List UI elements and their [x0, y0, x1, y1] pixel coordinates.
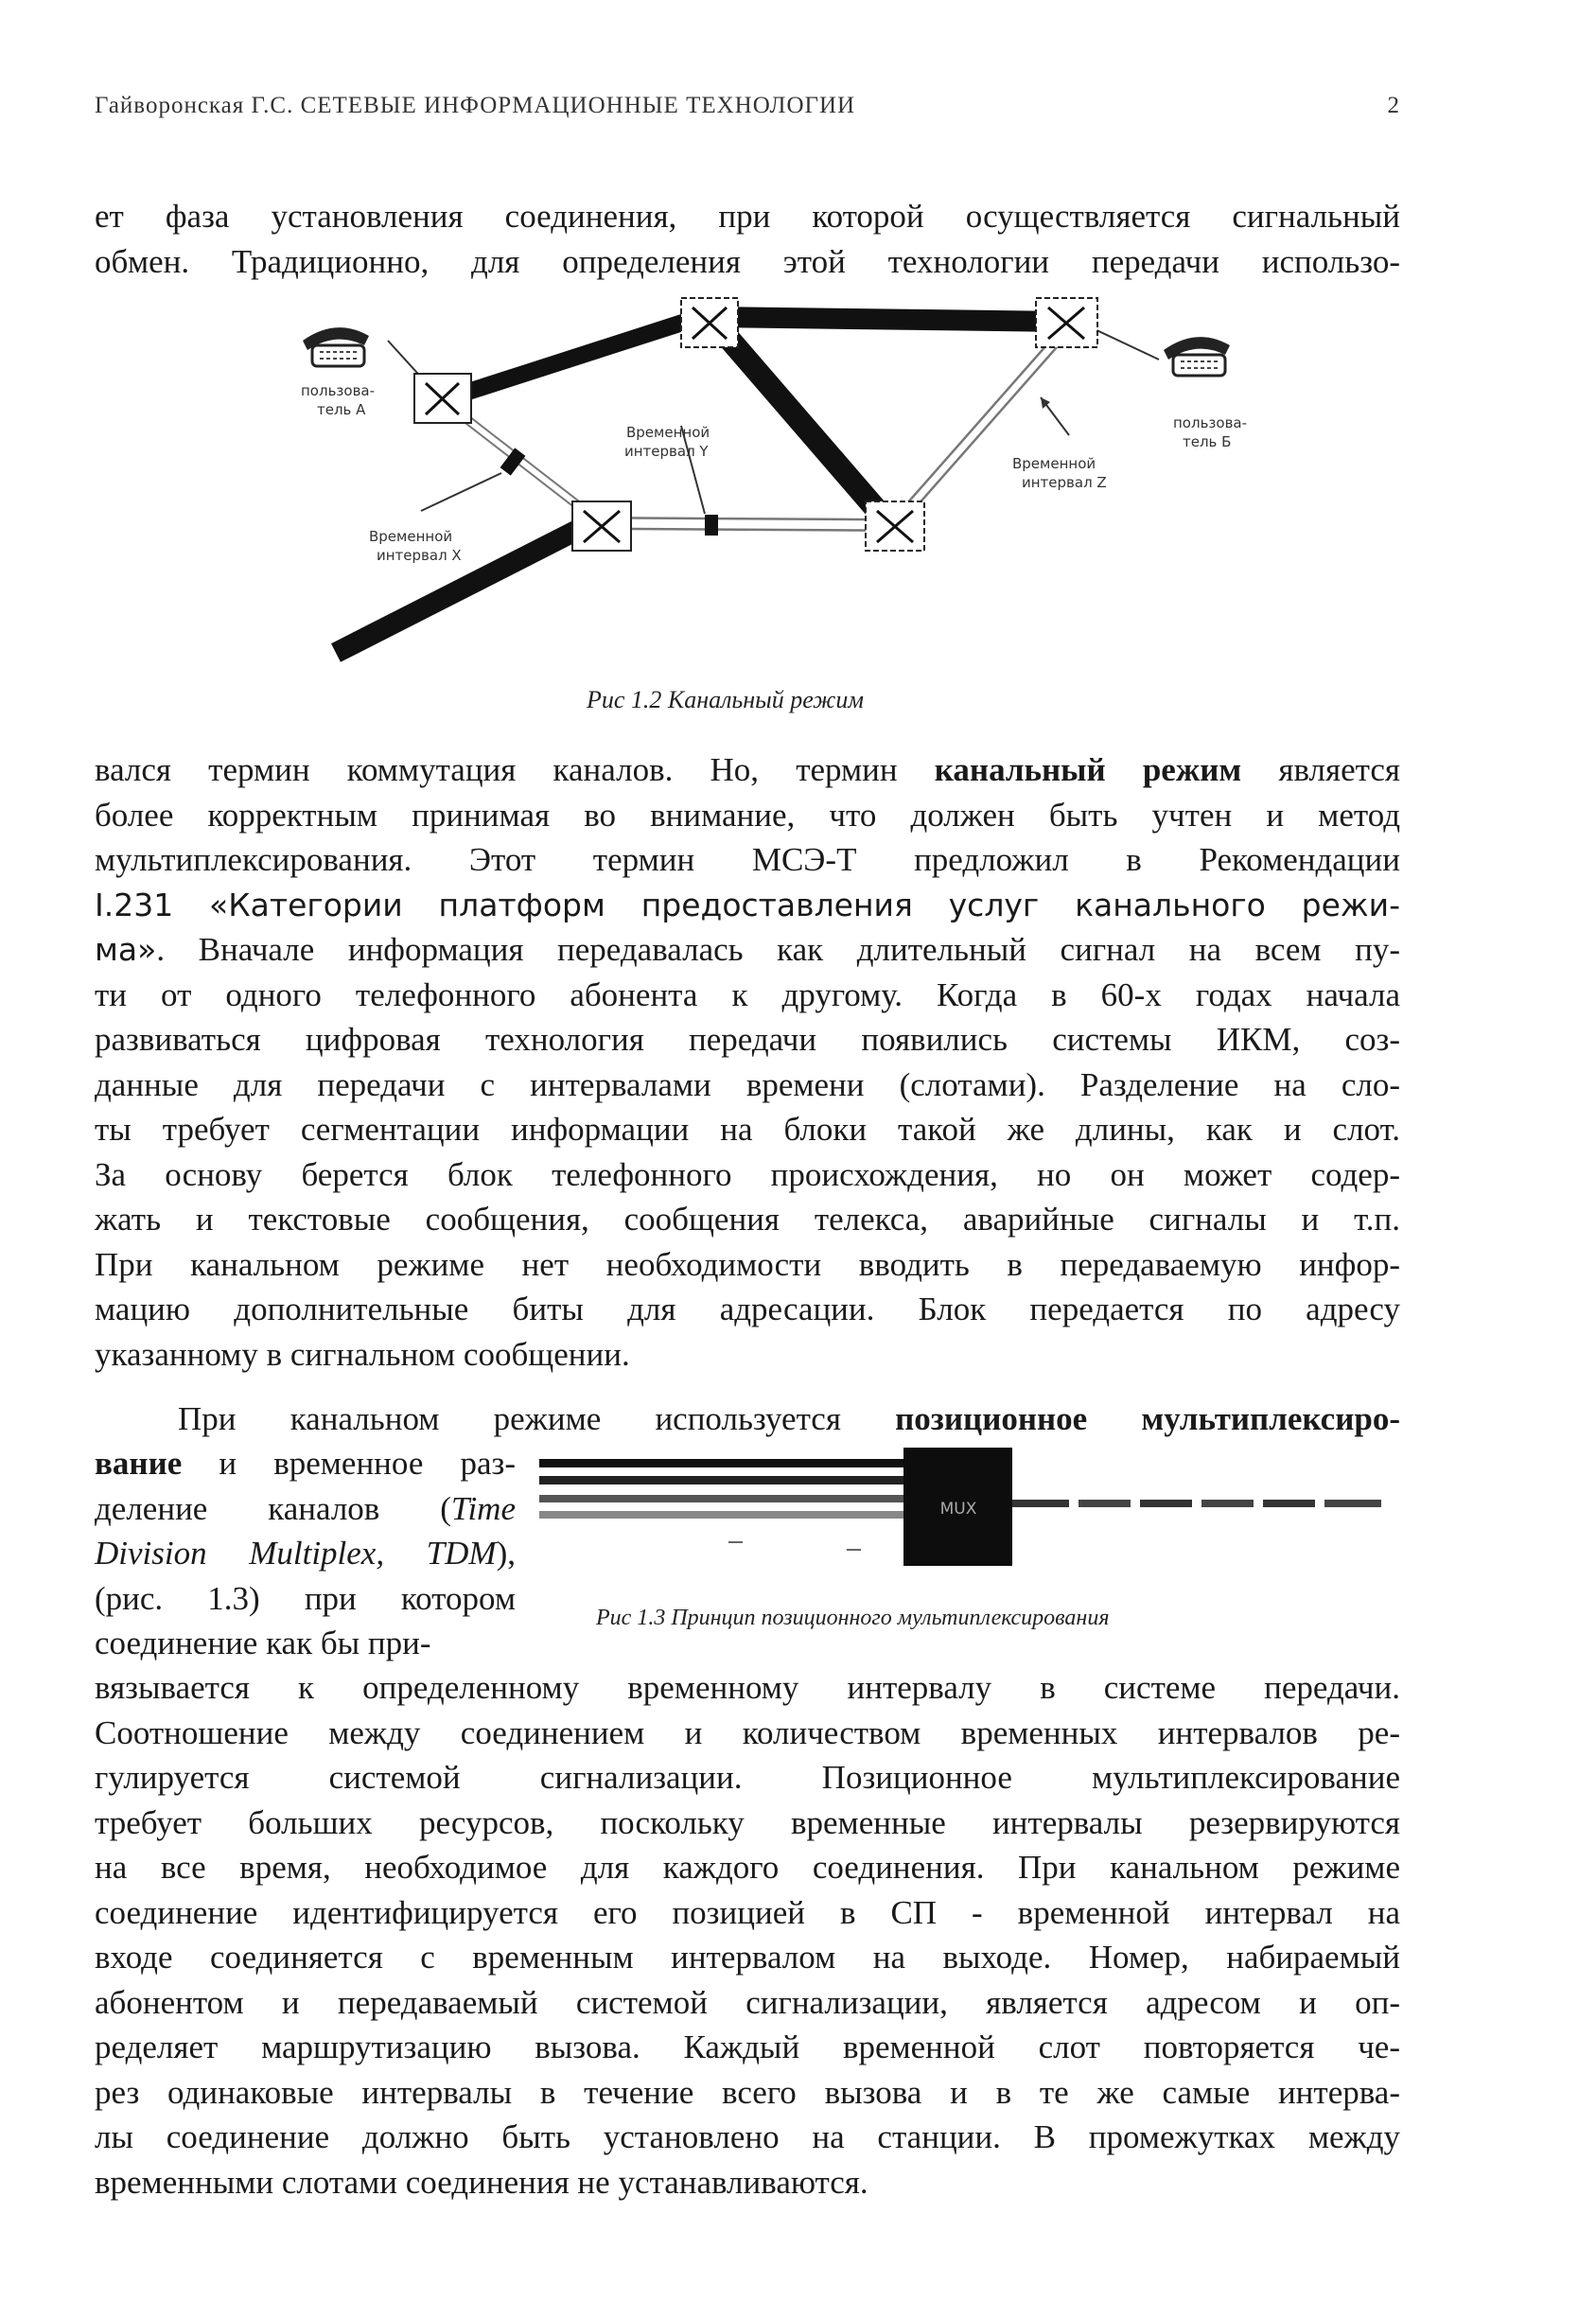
label-interval-x-2: интервал Х	[377, 547, 462, 564]
text-line: на все время, необходимое для каждого соединения. При канальном режиме	[95, 1849, 1400, 1886]
text-line: данные для передачи с интервалами времени (слотами). Разделение на сло-	[95, 1065, 1400, 1103]
figure1-caption: Рис 1.2 Канальный режим	[587, 686, 864, 713]
switch-right-bottom	[866, 501, 924, 551]
figure-multiplexing	[539, 1448, 1400, 1571]
label-interval-y-1: Временной	[626, 424, 710, 441]
intro-paragraph	[95, 194, 1400, 284]
telephone-a-icon	[303, 327, 369, 366]
figure2-caption: Рис 1.3 Принцип позиционного мультиплексирования	[596, 1606, 1110, 1630]
mux-label: MUX	[939, 1500, 977, 1519]
main-paragraph-1	[95, 747, 1400, 1377]
text-line: лы соединение должно быть установлено на станции. В промежутках между	[95, 2118, 1400, 2155]
label-interval-x-1: Временной	[369, 528, 453, 545]
input-stream-1	[539, 1459, 903, 1467]
input-streams	[539, 1459, 903, 1550]
text-line: ты требует сегментации информации на блоки такой же длины, как и слот.	[95, 1111, 1400, 1148]
text-line: указанному в сигнальном сообщении.	[95, 1335, 630, 1373]
text-line: обмен. Традиционно, для определения этой технологии передачи использо-	[95, 242, 1400, 280]
text-line: соединение идентифицируется его позицией в СП - временной интервал на	[95, 1893, 1400, 1931]
switch-right-top	[1036, 298, 1097, 347]
text-line: входе соединяется с временным интервалом на выходе. Номер, набираемый	[95, 1939, 1400, 1976]
text-line: вязывается к определенному временному интервалу в системе передачи.	[95, 1669, 1400, 1706]
text-line: временными слотами соединения не устанавливаются.	[95, 2163, 868, 2201]
text-line: (рис. 1.3) при котором	[95, 1579, 516, 1617]
text-line: ма». Вначале информация передавалась как длительный сигнал на всем пу-	[95, 931, 1400, 968]
pointer-x	[421, 473, 501, 511]
input-stream-2	[539, 1476, 903, 1485]
link-diagonal	[714, 322, 894, 530]
label-interval-z-2: интервал Z	[1022, 474, 1107, 491]
text-line: За основу берется блок телефонного происхождения, но он может содер-	[95, 1155, 1400, 1193]
text-line: мультиплексирования. Этот термин МСЭ-Т предложил в Рекомендации	[95, 841, 1400, 878]
label-interval-y-2: интервал Y	[624, 443, 709, 460]
main-paragraph-3	[95, 1665, 1400, 2205]
label-user-a-1: пользова-	[301, 382, 376, 399]
text-line: абонентом и передаваемый системой сигнализации, является адресом и оп-	[95, 1983, 1400, 2021]
running-header	[95, 93, 1400, 119]
input-stream-3	[539, 1495, 903, 1502]
text-line: гулируется системой сигнализации. Позиционное мультиплексирование	[95, 1759, 1400, 1796]
slot-y	[705, 515, 718, 536]
link-top	[710, 317, 1064, 322]
page-number: 2	[1387, 93, 1400, 118]
text-line: вался термин коммутация каналов. Но, термин канальный режим является	[95, 751, 1400, 788]
text-line: ет фаза установления соединения, при которой осуществляется сигнальный	[95, 198, 1400, 235]
wrapped-text-column	[95, 1441, 516, 1666]
switch-top	[681, 298, 738, 347]
switch-nodes	[414, 298, 1097, 551]
text-line: ти от одного телефонного абонента к другому. Когда в 60-х годах начала	[95, 975, 1400, 1013]
term-channel-mode: канальный режим	[934, 751, 1242, 788]
text-line: развиваться цифровая технология передачи появились системы ИКМ, соз-	[95, 1021, 1400, 1058]
text-line: требует больших ресурсов, поскольку временные интервалы резервируются	[95, 1803, 1400, 1841]
output-stream	[1012, 1500, 1381, 1507]
text-line: мацию дополнительные биты для адресации. Блок передается по адресу	[95, 1291, 1400, 1327]
text-line: жать и текстовые сообщения, сообщения телекса, аварийные сигналы и т.п.	[95, 1201, 1400, 1238]
text-line: I.231 «Категории платформ предоставления услуг канального режи-	[95, 886, 1400, 923]
text-line: вание и временное раз-	[95, 1445, 516, 1482]
running-title: Гайворонская Г.С. СЕТЕВЫЕ ИНФОРМАЦИОННЫЕ ТЕХНОЛОГИИ	[95, 93, 856, 118]
text-line: более корректным принимая во внимание, что должен быть учтен и метод	[95, 796, 1400, 834]
text-line: ределяет маршрутизацию вызова. Каждый временной слот повторяется че-	[95, 2029, 1400, 2065]
telephone-b-icon	[1164, 337, 1230, 376]
switch-a	[414, 374, 471, 423]
text-line: При канальном режиме нет необходимости вводить в передаваемую инфор-	[95, 1245, 1400, 1283]
label-interval-z-1: Временной	[1012, 455, 1096, 472]
label-user-b-2: тель Б	[1183, 433, 1232, 450]
label-user-b-1: пользова-	[1173, 414, 1248, 431]
figure-channel-mode	[265, 284, 1287, 662]
text-line: Division Multiplex, TDM),	[95, 1535, 516, 1572]
text-line: соединение как бы при-	[95, 1625, 431, 1661]
text-line: деление каналов (Time	[95, 1489, 516, 1527]
label-user-a-2: тель А	[317, 401, 366, 418]
text-line: Соотношение между соединением и количеством временных интервалов ре-	[95, 1713, 1400, 1751]
main-paragraph-2-first-line	[95, 1397, 1400, 1442]
text-line: При канальном режиме используется позиционное мультиплексиро-	[178, 1400, 1401, 1437]
term-positional-multiplexing: позиционное мультиплексиро-	[895, 1400, 1401, 1437]
switch-center	[572, 501, 631, 551]
link-a-top	[445, 317, 700, 399]
input-stream-4	[539, 1511, 903, 1519]
text-line: рез одинаковые интервалы в течение всего вызова и в те же самые интерва-	[95, 2073, 1400, 2111]
